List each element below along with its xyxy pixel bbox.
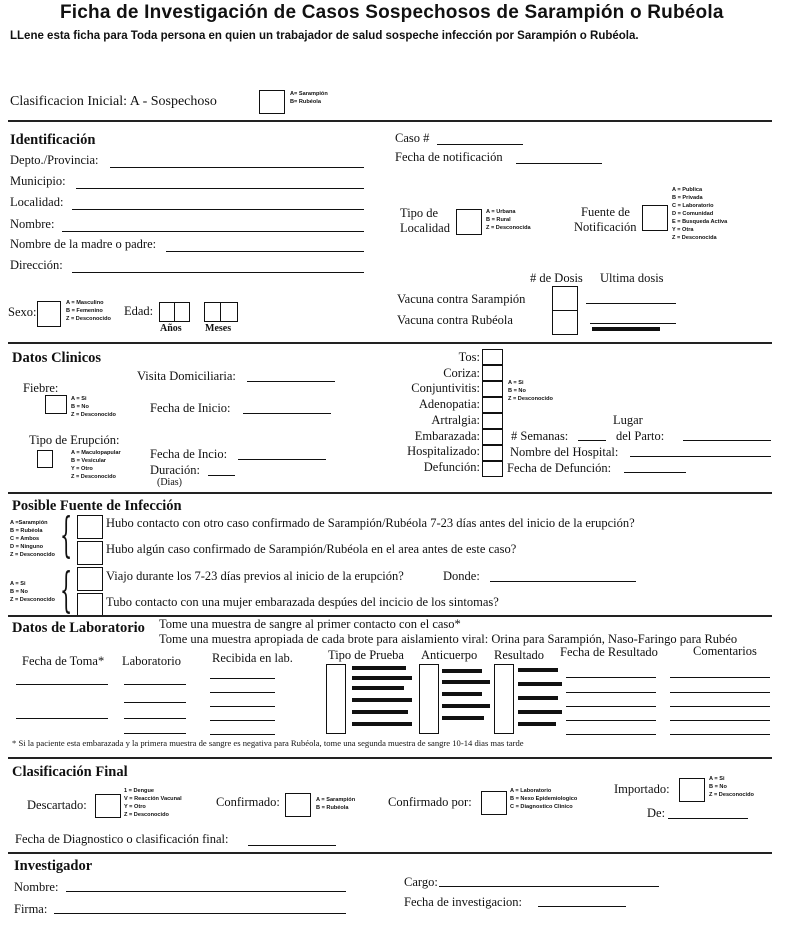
lab-col-test-type: Tipo de Prueba (328, 648, 404, 662)
parent-name-label: Nombre de la madre o padre: (10, 237, 157, 251)
section-divider (8, 342, 772, 344)
contact-confirmed-box[interactable] (77, 515, 103, 539)
imported-from-label: De: (647, 806, 666, 820)
hospitalized-label: Hospitalizado: (407, 444, 480, 459)
travel-box[interactable] (77, 567, 103, 591)
age-years-box-2[interactable] (174, 302, 190, 322)
measles-last-dose-field[interactable] (586, 303, 676, 304)
source-options-a: A =Sarampión B = Rubéola C = Ambos D = Ninguno Z = Desconocido (10, 520, 55, 558)
lab-received-field-1[interactable] (210, 678, 275, 679)
years-label: Años (160, 323, 182, 334)
days-label: (Dias) (157, 477, 182, 488)
redaction-bar (518, 722, 556, 726)
imported-from-field[interactable] (668, 818, 748, 819)
redaction-bar (352, 722, 412, 726)
discarded-label: Descartado: (27, 798, 87, 812)
locality-label: Localidad: (10, 195, 64, 209)
redaction-bar (352, 676, 412, 680)
conjunctivitis-label: Conjuntivitis: (411, 381, 480, 396)
adenopathy-label: Adenopatia: (418, 397, 480, 412)
name-field[interactable] (62, 231, 364, 232)
brace-b: { (60, 562, 73, 618)
imported-box[interactable] (679, 778, 705, 802)
redaction-bar (442, 716, 484, 720)
locality-type-label-2: Localidad (400, 221, 450, 235)
pregnant-label: Embarazada: (414, 428, 480, 443)
lab-col-laboratory: Laboratorio (122, 654, 182, 668)
area-case-question: Hubo algún caso confirmado de Sarampión/Rubéola en el area antes de este caso? (106, 542, 517, 556)
birth-place-field[interactable] (683, 440, 771, 441)
form-title: Ficha de Investigación de Casos Sospechosos de Sarampión o Rubéola (60, 2, 724, 23)
redaction-bar (518, 682, 562, 686)
result-boxes[interactable] (494, 664, 514, 734)
weeks-label: # Semanas: (511, 429, 569, 443)
address-field[interactable] (72, 272, 364, 273)
notification-source-box[interactable] (642, 205, 668, 231)
case-number-label: Caso # (395, 131, 430, 145)
rash-type-options: A = Maculopapular B = Vesicular Y = Otro Z = Desconocido (71, 450, 121, 480)
travel-question: Viajo durante los 7-23 días previos al inicio de la erupción? (106, 569, 404, 583)
lab-laboratory-field-4[interactable] (124, 733, 186, 734)
position-label: Cargo: (404, 875, 438, 889)
symptom-options: A = Si B = No Z = Desconocido (508, 380, 553, 402)
conjunctivitis-box[interactable] (482, 381, 503, 397)
result-date-field-1[interactable] (566, 677, 656, 678)
notification-source-label-2: Notificación (574, 220, 637, 234)
section-divider (8, 757, 772, 759)
locality-type-options: A = Urbana B = Rural Z = Desconocida (486, 209, 531, 231)
result-date-field-5[interactable] (566, 734, 656, 735)
source-options-b: A = Si B = No Z = Desconocido (10, 581, 55, 603)
rash-type-label: Tipo de Erupción: (29, 433, 120, 447)
birth-place-label-1: Lugar (613, 413, 643, 427)
infection-source-section-title: Posible Fuente de Infección (12, 498, 182, 514)
confirmed-by-options: A = Laboratorio B = Nexo Epidemiologico C = Diagnostico Clinico (510, 788, 578, 810)
months-label: Meses (205, 323, 232, 334)
lab-sample-date-field-1[interactable] (16, 684, 108, 685)
comments-field-5[interactable] (670, 734, 770, 735)
investigator-name-label: Nombre: (14, 880, 59, 894)
initial-classification-label: Clasificacion Inicial: A - Sospechoso (10, 94, 217, 109)
signature-field[interactable] (54, 913, 346, 914)
notification-date-label: Fecha de notificación (395, 150, 503, 164)
fever-label: Fiebre: (23, 381, 59, 395)
laboratory-section-title: Datos de Laboratorio (12, 620, 145, 636)
weeks-field[interactable] (578, 440, 606, 441)
travel-where-label: Donde: (443, 569, 480, 583)
age-years-box-1[interactable] (159, 302, 175, 322)
confirmed-box[interactable] (285, 793, 311, 817)
sex-label: Sexo: (8, 305, 37, 319)
confirmed-by-box[interactable] (481, 791, 507, 815)
lab-received-field-2[interactable] (210, 692, 275, 693)
fever-onset-label: Fecha de Inicio: (150, 401, 231, 415)
redaction-bar (352, 686, 404, 690)
name-label: Nombre: (10, 217, 55, 231)
last-dose-header: Ultima dosis (600, 271, 664, 285)
department-label: Depto./Provincia: (10, 153, 99, 167)
sex-options: A = Masculino B = Femenino Z = Desconocido (66, 300, 111, 322)
investigator-name-field[interactable] (66, 891, 346, 892)
locality-field[interactable] (72, 209, 364, 210)
lab-note-2: Tome una muestra apropiada de cada brote para aislamiento viral: Orina para Sarampión, Naso-Faringo para Rubéo (159, 632, 738, 646)
lab-col-antibody: Anticuerpo (421, 648, 478, 662)
measles-doses-box[interactable] (552, 286, 578, 311)
antibody-boxes[interactable] (419, 664, 439, 734)
rubella-doses-box[interactable] (552, 310, 578, 335)
area-case-box[interactable] (77, 541, 103, 565)
discarded-box[interactable] (95, 794, 121, 818)
rash-onset-label: Fecha de Incio: (150, 447, 228, 461)
initial-classification-box[interactable] (259, 90, 285, 114)
diagnosis-date-label: Fecha de Diagnostico o clasificación final: (15, 832, 229, 846)
age-months-box-1[interactable] (204, 302, 221, 322)
lab-laboratory-field-1[interactable] (124, 684, 186, 685)
position-field[interactable] (439, 886, 659, 887)
rash-type-box[interactable] (37, 450, 53, 468)
hospital-name-label: Nombre del Hospital: (510, 445, 619, 459)
lab-sample-date-field-2[interactable] (16, 718, 108, 719)
result-date-field-3[interactable] (566, 706, 656, 707)
pregnant-contact-box[interactable] (77, 593, 103, 617)
test-type-boxes[interactable] (326, 664, 346, 734)
result-date-field-4[interactable] (566, 720, 656, 721)
lab-col-comments: Comentarios (693, 644, 757, 658)
redaction-bar (518, 696, 558, 700)
coryza-box[interactable] (482, 365, 503, 381)
cough-label: Tos: (458, 350, 480, 364)
birth-place-label-2: del Parto: (616, 429, 665, 443)
final-classification-section-title: Clasificación Final (12, 764, 128, 780)
redaction-bar (352, 710, 408, 714)
municipality-label: Municipio: (10, 174, 66, 188)
form-instructions: LLene esta ficha para Toda persona en quien un trabajador de salud sospeche infección por Sarampión o Rubéola. (10, 30, 639, 42)
case-number-field[interactable] (437, 144, 523, 145)
investigation-date-field[interactable] (538, 906, 626, 907)
rubella-vaccine-label: Vacuna contra Rubéola (397, 313, 513, 327)
redaction-bar (442, 680, 490, 684)
section-divider (8, 852, 772, 854)
brace-a: { (60, 507, 73, 563)
lab-received-field-3[interactable] (210, 706, 275, 707)
comments-field-2[interactable] (670, 692, 770, 693)
lab-received-field-5[interactable] (210, 734, 275, 735)
age-label: Edad: (124, 304, 154, 318)
fever-onset-date-field[interactable] (243, 413, 331, 414)
confirmed-label: Confirmado: (216, 795, 280, 809)
death-date-label: Fecha de Defunción: (507, 461, 612, 475)
redaction-bar (442, 669, 482, 673)
comments-field-3[interactable] (670, 706, 770, 707)
redaction-bar (592, 327, 660, 331)
lab-note-1: Tome una muestra de sangre al primer contacto con el caso* (159, 617, 461, 631)
death-box[interactable] (482, 461, 503, 477)
redaction-bar (442, 692, 482, 696)
age-months-box-2[interactable] (220, 302, 238, 322)
pregnant-contact-question: Tubo contacto con una mujer embarazada despúes del incicio de los sintomas? (106, 595, 499, 609)
investigation-date-label: Fecha de investigacion: (404, 895, 523, 909)
diagnosis-date-field[interactable] (248, 845, 336, 846)
hospital-name-field[interactable] (630, 456, 771, 457)
confirmed-options: A = Sarampión B = Rubéola (316, 797, 356, 811)
redaction-bar (352, 698, 412, 702)
cough-box[interactable] (482, 349, 503, 365)
address-label: Dirección: (10, 258, 63, 272)
symptoms-labels (406, 350, 480, 476)
initial-classification-options: A= Sarampión B= Rubéola (290, 91, 328, 105)
confirmed-by-label: Confirmado por: (388, 795, 472, 809)
lab-col-result: Resultado (494, 648, 544, 662)
imported-options: A = Si B = No Z = Desconocido (709, 776, 754, 798)
hospitalized-box[interactable] (482, 445, 503, 461)
rash-onset-date-field[interactable] (238, 459, 326, 460)
result-date-field-2[interactable] (566, 692, 656, 693)
arthralgia-label: Artralgia: (431, 412, 480, 427)
adenopathy-box[interactable] (482, 397, 503, 413)
department-field[interactable] (110, 167, 364, 168)
imported-label: Importado: (614, 782, 670, 796)
lab-laboratory-field-2[interactable] (124, 702, 186, 703)
sex-box[interactable] (37, 301, 61, 327)
travel-where-field[interactable] (490, 581, 636, 582)
home-visit-label: Visita Domiciliaria: (137, 369, 236, 383)
lab-col-sample-date: Fecha de Toma* (22, 654, 105, 668)
locality-type-label-1: Tipo de (400, 206, 439, 220)
parent-name-field[interactable] (166, 251, 364, 252)
fever-options: A = Si B = No Z = Desconocido (71, 396, 116, 418)
notification-source-label-1: Fuente de (581, 205, 630, 219)
home-visit-date-field[interactable] (247, 381, 335, 382)
redaction-bar (352, 666, 406, 670)
section-divider (8, 120, 772, 122)
fever-box[interactable] (45, 395, 67, 414)
redaction-bar (518, 710, 562, 714)
pregnant-box[interactable] (482, 429, 503, 445)
notification-source-options: A = Publica B = Privada C = Laboratorio D = Comunidad E = Busqueda Activa Y = Otra Z = Desconocida (672, 187, 728, 241)
section-divider (8, 492, 772, 494)
arthralgia-box[interactable] (482, 413, 503, 429)
redaction-bar (518, 668, 558, 672)
doses-header: # de Dosis (530, 271, 583, 285)
signature-label: Firma: (14, 902, 48, 916)
lab-laboratory-field-3[interactable] (124, 718, 186, 719)
municipality-field[interactable] (76, 188, 364, 189)
lab-received-field-4[interactable] (210, 720, 275, 721)
duration-field[interactable] (208, 475, 235, 476)
lab-col-received: Recibida en lab. (212, 651, 293, 665)
measles-vaccine-label: Vacuna contra Sarampión (397, 292, 526, 306)
discarded-options: 1 = Dengue V = Reacción Vacunal Y = Otro Z = Desconocido (124, 788, 182, 818)
redaction-bar (442, 704, 490, 708)
identification-section-title: Identificación (10, 132, 96, 148)
death-date-field[interactable] (624, 472, 686, 473)
contact-confirmed-question: Hubo contacto con otro caso confirmado de Sarampión/Rubéola 7-23 días antes del inicio de la erupción? (106, 516, 635, 530)
investigator-section-title: Investigador (14, 858, 93, 874)
lab-col-result-date: Fecha de Resultado (560, 645, 658, 659)
comments-field-1[interactable] (670, 677, 770, 678)
coryza-label: Coriza: (443, 365, 480, 380)
notification-date-field[interactable] (516, 163, 602, 164)
duration-label: Duración: (150, 463, 200, 477)
rubella-last-dose-field[interactable] (590, 323, 676, 324)
lab-footnote: * Si la paciente esta embarazada y la primera muestra de sangre es negativa para Rubéola, tome una segunda muestra de sangre 10-14 dias mas tarde (12, 738, 524, 748)
comments-field-4[interactable] (670, 720, 770, 721)
clinical-section-title: Datos Clinicos (12, 350, 102, 366)
locality-type-box[interactable] (456, 209, 482, 235)
death-label: Defunción: (423, 459, 480, 474)
